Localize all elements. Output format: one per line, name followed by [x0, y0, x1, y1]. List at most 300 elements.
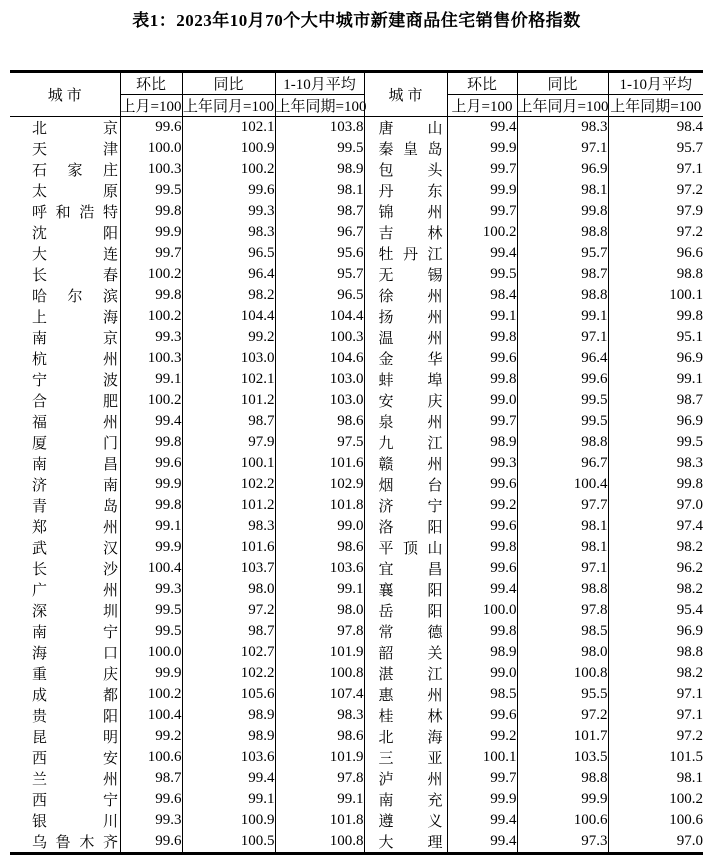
avg-value: 98.2 — [676, 665, 703, 681]
city-cell — [364, 369, 447, 390]
yoy-value: 99.9 — [517, 789, 608, 810]
mom-value: 99.8 — [120, 432, 182, 453]
city-cell — [364, 390, 447, 411]
mom-value: 99.7 — [120, 243, 182, 264]
city-name: 泉 州 — [378, 415, 443, 431]
yoy-value: 98.0 — [517, 642, 608, 663]
city-name: 济 宁 — [378, 499, 443, 515]
city-name: 宜 昌 — [378, 562, 443, 578]
mom-value: 99.5 — [120, 621, 182, 642]
yoy-value: 98.1 — [517, 516, 608, 537]
avg-value: 104.4 — [275, 306, 364, 327]
avg-value: 97.1 — [676, 707, 703, 723]
avg-value: 104.6 — [275, 348, 364, 369]
yoy-value: 99.8 — [517, 201, 608, 222]
mom-value: 99.4 — [447, 579, 517, 600]
table-row — [10, 285, 703, 306]
mom-value: 99.1 — [120, 369, 182, 390]
city-name: 杭 州 — [32, 352, 118, 368]
header-yoy-left: 同比 — [182, 72, 275, 95]
avg-value: 100.8 — [275, 663, 364, 684]
city-name: 九 江 — [378, 436, 443, 452]
city-name: 长 沙 — [32, 562, 118, 578]
city-name: 南 昌 — [32, 457, 118, 473]
mom-value: 100.2 — [120, 264, 182, 285]
city-name: 深 圳 — [32, 604, 118, 620]
city-name: 西 宁 — [32, 793, 118, 809]
city-name: 沈 阳 — [32, 226, 118, 242]
city-cell — [364, 453, 447, 474]
city-name: 襄 阳 — [378, 583, 443, 599]
city-cell — [10, 516, 120, 537]
mom-value: 99.6 — [447, 705, 517, 726]
city-name: 惠 州 — [378, 688, 443, 704]
city-cell — [10, 600, 120, 621]
yoy-value: 100.4 — [517, 474, 608, 495]
yoy-value: 98.0 — [182, 579, 275, 600]
avg-value: 97.1 — [676, 686, 703, 702]
mom-value: 99.8 — [447, 537, 517, 558]
table-row — [10, 747, 703, 768]
yoy-value: 103.6 — [182, 747, 275, 768]
mom-value: 99.3 — [447, 453, 517, 474]
city-name: 岳 阳 — [378, 604, 443, 620]
city-cell — [10, 306, 120, 327]
avg-value: 101.8 — [275, 810, 364, 831]
yoy-value: 99.6 — [517, 369, 608, 390]
mom-value: 99.6 — [447, 474, 517, 495]
mom-value: 98.9 — [447, 432, 517, 453]
city-cell — [364, 558, 447, 579]
city-cell — [10, 642, 120, 663]
city-name: 郑 州 — [32, 520, 118, 536]
yoy-value: 99.5 — [517, 411, 608, 432]
city-name: 徐 州 — [378, 289, 443, 305]
city-name: 丹 东 — [378, 184, 443, 200]
city-cell — [364, 705, 447, 726]
yoy-value: 100.9 — [182, 810, 275, 831]
avg-value: 101.6 — [275, 453, 364, 474]
avg-value: 98.6 — [275, 411, 364, 432]
yoy-value: 97.7 — [517, 495, 608, 516]
avg-value: 107.4 — [275, 684, 364, 705]
city-name: 呼 和 浩 特 — [32, 205, 118, 221]
mom-value: 99.1 — [447, 306, 517, 327]
yoy-value: 98.3 — [182, 516, 275, 537]
city-name: 哈 尔 滨 — [32, 289, 118, 305]
city-name: 烟 台 — [378, 478, 443, 494]
mom-value: 99.8 — [447, 327, 517, 348]
yoy-value: 98.8 — [517, 432, 608, 453]
avg-value: 101.8 — [275, 495, 364, 516]
header-yoy-base-right: 上年同月=100 — [517, 95, 608, 117]
avg-value: 103.0 — [275, 369, 364, 390]
city-name: 常 德 — [378, 625, 443, 641]
city-cell — [10, 201, 120, 222]
city-cell — [364, 243, 447, 264]
city-cell — [364, 117, 447, 139]
avg-value: 100.8 — [275, 831, 364, 854]
avg-value: 97.0 — [676, 497, 703, 513]
mom-value: 100.6 — [120, 747, 182, 768]
avg-value: 100.6 — [669, 812, 703, 828]
mom-value: 99.2 — [120, 726, 182, 747]
yoy-value: 98.7 — [182, 621, 275, 642]
city-name: 无 锡 — [378, 268, 443, 284]
city-name: 合 肥 — [32, 394, 118, 410]
city-cell — [364, 306, 447, 327]
city-cell — [10, 474, 120, 495]
mom-value: 98.4 — [447, 285, 517, 306]
avg-value: 98.3 — [676, 455, 703, 471]
city-cell — [10, 117, 120, 139]
city-name: 韶 关 — [378, 646, 443, 662]
avg-value: 99.1 — [275, 789, 364, 810]
yoy-value: 102.1 — [182, 117, 275, 139]
avg-value: 103.0 — [275, 390, 364, 411]
avg-value: 100.2 — [669, 791, 703, 807]
table-row — [10, 831, 703, 854]
city-cell — [364, 810, 447, 831]
city-name: 金 华 — [378, 352, 443, 368]
price-index-table — [10, 70, 703, 855]
city-cell — [10, 390, 120, 411]
city-name: 太 原 — [32, 184, 118, 200]
yoy-value: 97.8 — [517, 600, 608, 621]
mom-value: 99.4 — [447, 810, 517, 831]
city-cell — [364, 768, 447, 789]
city-name: 遵 义 — [378, 814, 443, 830]
table-row — [10, 453, 703, 474]
avg-value: 95.7 — [275, 264, 364, 285]
mom-value: 100.3 — [120, 159, 182, 180]
table-row — [10, 663, 703, 684]
city-name: 南 京 — [32, 331, 118, 347]
yoy-value: 96.5 — [182, 243, 275, 264]
yoy-value: 100.6 — [517, 810, 608, 831]
avg-value: 95.4 — [676, 602, 703, 618]
city-cell — [10, 726, 120, 747]
city-cell — [364, 642, 447, 663]
yoy-value: 101.7 — [517, 726, 608, 747]
avg-value: 98.8 — [676, 266, 703, 282]
city-cell — [10, 579, 120, 600]
table-row — [10, 684, 703, 705]
mom-value: 99.6 — [447, 558, 517, 579]
mom-value: 99.0 — [447, 390, 517, 411]
yoy-value: 98.7 — [182, 411, 275, 432]
avg-value: 98.9 — [275, 159, 364, 180]
header-mom-base-left: 上月=100 — [120, 95, 182, 117]
city-name: 扬 州 — [378, 310, 443, 326]
yoy-value: 95.5 — [517, 684, 608, 705]
city-name: 西 安 — [32, 751, 118, 767]
header-avg-base-right: 上年同期=100 — [608, 95, 703, 117]
city-name: 银 川 — [32, 814, 118, 830]
avg-value: 99.0 — [275, 516, 364, 537]
avg-value: 99.8 — [676, 308, 703, 324]
yoy-value: 102.2 — [182, 663, 275, 684]
mom-value: 99.6 — [120, 453, 182, 474]
table-row — [10, 411, 703, 432]
city-name: 平 顶 山 — [378, 541, 443, 557]
table-header — [10, 72, 703, 117]
mom-value: 100.2 — [120, 390, 182, 411]
mom-value: 99.0 — [447, 663, 517, 684]
city-name: 泸 州 — [378, 772, 443, 788]
header-mom-right: 环比 — [447, 72, 517, 95]
yoy-value: 100.5 — [182, 831, 275, 854]
avg-value: 99.1 — [275, 579, 364, 600]
avg-value: 97.0 — [676, 833, 703, 849]
mom-value: 100.2 — [120, 306, 182, 327]
yoy-value: 103.7 — [182, 558, 275, 579]
city-cell — [10, 537, 120, 558]
city-cell — [10, 495, 120, 516]
yoy-value: 98.8 — [517, 768, 608, 789]
city-cell — [364, 348, 447, 369]
city-cell — [10, 810, 120, 831]
yoy-value: 96.4 — [517, 348, 608, 369]
table-row — [10, 537, 703, 558]
city-cell — [364, 222, 447, 243]
city-cell — [364, 789, 447, 810]
yoy-value: 97.2 — [517, 705, 608, 726]
yoy-value: 98.9 — [182, 705, 275, 726]
table-body — [10, 117, 703, 854]
header-mom-base-right: 上月=100 — [447, 95, 517, 117]
mom-value: 99.4 — [447, 117, 517, 139]
city-name: 宁 波 — [32, 373, 118, 389]
city-name: 三 亚 — [378, 751, 443, 767]
table-row — [10, 243, 703, 264]
city-cell — [10, 243, 120, 264]
mom-value: 99.9 — [447, 180, 517, 201]
yoy-value: 99.1 — [182, 789, 275, 810]
mom-value: 100.2 — [120, 684, 182, 705]
table-row — [10, 495, 703, 516]
table-row — [10, 810, 703, 831]
yoy-value: 101.2 — [182, 390, 275, 411]
city-name: 蚌 埠 — [378, 373, 443, 389]
mom-value: 99.5 — [447, 264, 517, 285]
city-name: 赣 州 — [378, 457, 443, 473]
avg-value: 98.0 — [275, 600, 364, 621]
mom-value: 99.2 — [447, 495, 517, 516]
yoy-value: 97.1 — [517, 558, 608, 579]
yoy-value: 102.7 — [182, 642, 275, 663]
table-row — [10, 369, 703, 390]
city-name: 温 州 — [378, 331, 443, 347]
yoy-value: 101.6 — [182, 537, 275, 558]
city-cell — [10, 138, 120, 159]
city-cell — [364, 831, 447, 854]
city-name: 北 海 — [378, 730, 443, 746]
city-name: 北 京 — [32, 121, 118, 137]
avg-value: 101.5 — [669, 749, 703, 765]
yoy-value: 98.5 — [517, 621, 608, 642]
city-name: 大 连 — [32, 247, 118, 263]
yoy-value: 101.2 — [182, 495, 275, 516]
table-row — [10, 306, 703, 327]
avg-value: 96.9 — [676, 350, 703, 366]
avg-value: 99.5 — [275, 138, 364, 159]
city-cell — [10, 285, 120, 306]
table-row — [10, 432, 703, 453]
city-cell — [10, 684, 120, 705]
avg-value: 99.5 — [676, 434, 703, 450]
city-name: 锦 州 — [378, 205, 443, 221]
mom-value: 99.9 — [120, 663, 182, 684]
yoy-value: 98.8 — [517, 579, 608, 600]
avg-value: 103.6 — [275, 558, 364, 579]
mom-value: 99.4 — [447, 243, 517, 264]
city-name: 海 口 — [32, 646, 118, 662]
avg-value: 102.9 — [275, 474, 364, 495]
yoy-value: 104.4 — [182, 306, 275, 327]
city-cell — [364, 495, 447, 516]
avg-value: 96.6 — [676, 245, 703, 261]
city-cell — [364, 285, 447, 306]
city-cell — [364, 663, 447, 684]
yoy-value: 105.6 — [182, 684, 275, 705]
city-cell — [364, 747, 447, 768]
city-name: 乌 鲁 木 齐 — [32, 835, 118, 851]
city-cell — [10, 432, 120, 453]
avg-value: 98.6 — [275, 537, 364, 558]
yoy-value: 103.5 — [517, 747, 608, 768]
city-cell — [10, 222, 120, 243]
avg-value: 98.6 — [275, 726, 364, 747]
city-cell — [364, 201, 447, 222]
avg-value: 97.2 — [676, 728, 703, 744]
avg-value: 96.7 — [275, 222, 364, 243]
avg-value: 100.3 — [275, 327, 364, 348]
mom-value: 99.6 — [447, 348, 517, 369]
city-cell — [364, 579, 447, 600]
city-name: 安 庆 — [378, 394, 443, 410]
avg-value: 96.9 — [676, 413, 703, 429]
avg-value: 97.2 — [676, 182, 703, 198]
mom-value: 99.3 — [120, 810, 182, 831]
city-cell — [10, 369, 120, 390]
table-row — [10, 474, 703, 495]
table-row — [10, 642, 703, 663]
avg-value: 96.5 — [275, 285, 364, 306]
header-avg-left: 1-10月平均 — [275, 72, 364, 95]
yoy-value: 98.8 — [517, 222, 608, 243]
city-name: 厦 门 — [32, 436, 118, 452]
avg-value: 97.2 — [676, 224, 703, 240]
yoy-value: 98.1 — [517, 180, 608, 201]
header-mom-left: 环比 — [120, 72, 182, 95]
mom-value: 99.8 — [120, 495, 182, 516]
city-cell — [10, 705, 120, 726]
city-cell — [364, 516, 447, 537]
table-row — [10, 726, 703, 747]
city-name: 长 春 — [32, 268, 118, 284]
city-cell — [364, 180, 447, 201]
yoy-value: 99.2 — [182, 327, 275, 348]
table-row — [10, 159, 703, 180]
avg-value: 98.8 — [676, 644, 703, 660]
table-row — [10, 558, 703, 579]
city-cell — [10, 264, 120, 285]
city-name: 青 岛 — [32, 499, 118, 515]
mom-value: 99.5 — [120, 600, 182, 621]
mom-value: 99.7 — [447, 411, 517, 432]
yoy-value: 100.9 — [182, 138, 275, 159]
city-name: 大 理 — [378, 835, 443, 851]
yoy-value: 100.1 — [182, 453, 275, 474]
avg-value: 99.1 — [676, 371, 703, 387]
table-row — [10, 180, 703, 201]
city-cell — [10, 411, 120, 432]
mom-value: 99.9 — [120, 474, 182, 495]
city-cell — [364, 264, 447, 285]
table-row — [10, 621, 703, 642]
mom-value: 99.7 — [447, 768, 517, 789]
city-cell — [10, 159, 120, 180]
city-name: 天 津 — [32, 142, 118, 158]
yoy-value: 97.3 — [517, 831, 608, 854]
mom-value: 100.0 — [120, 642, 182, 663]
city-name: 昆 明 — [32, 730, 118, 746]
table-row — [10, 264, 703, 285]
city-name: 唐 山 — [378, 121, 443, 137]
yoy-value: 98.2 — [182, 285, 275, 306]
yoy-value: 98.1 — [517, 537, 608, 558]
city-name: 成 都 — [32, 688, 118, 704]
mom-value: 99.4 — [120, 411, 182, 432]
mom-value: 98.7 — [120, 768, 182, 789]
avg-value: 99.8 — [676, 476, 703, 492]
table-row — [10, 348, 703, 369]
avg-value: 101.9 — [275, 747, 364, 768]
yoy-value: 99.1 — [517, 306, 608, 327]
city-name: 牡 丹 江 — [378, 247, 443, 263]
mom-value: 99.3 — [120, 327, 182, 348]
mom-value: 99.3 — [120, 579, 182, 600]
mom-value: 99.8 — [447, 369, 517, 390]
yoy-value: 97.1 — [517, 138, 608, 159]
city-name: 秦 皇 岛 — [378, 142, 443, 158]
mom-value: 98.5 — [447, 684, 517, 705]
yoy-value: 96.4 — [182, 264, 275, 285]
table-row — [10, 138, 703, 159]
header-yoy-right: 同比 — [517, 72, 608, 95]
yoy-value: 98.7 — [517, 264, 608, 285]
mom-value: 99.6 — [447, 516, 517, 537]
mom-value: 100.4 — [120, 558, 182, 579]
mom-value: 99.6 — [120, 831, 182, 854]
yoy-value: 100.8 — [517, 663, 608, 684]
mom-value: 99.7 — [447, 159, 517, 180]
yoy-value: 100.2 — [182, 159, 275, 180]
mom-value: 100.4 — [120, 705, 182, 726]
yoy-value: 98.8 — [517, 285, 608, 306]
table-row — [10, 117, 703, 139]
mom-value: 99.8 — [447, 621, 517, 642]
yoy-value: 99.4 — [182, 768, 275, 789]
mom-value: 99.9 — [447, 138, 517, 159]
avg-value: 97.8 — [275, 621, 364, 642]
city-name: 上 海 — [32, 310, 118, 326]
avg-value: 97.5 — [275, 432, 364, 453]
city-cell — [364, 621, 447, 642]
mom-value: 99.7 — [447, 201, 517, 222]
mom-value: 99.6 — [120, 789, 182, 810]
